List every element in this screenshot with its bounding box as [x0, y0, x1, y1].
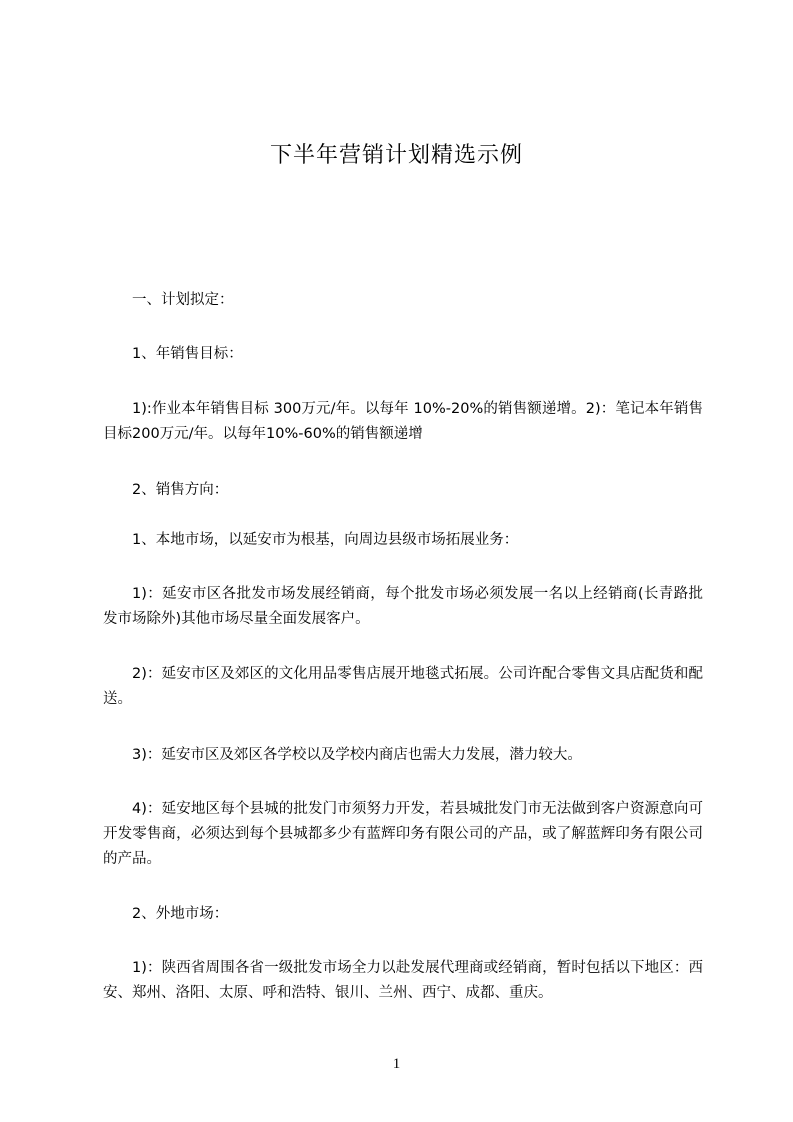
subheading-annual-sales-target: 1、年销售目标：	[132, 346, 243, 362]
subheading-sales-direction: 2、销售方向：	[132, 482, 229, 498]
document-title: 下半年营销计划精选示例	[269, 143, 523, 168]
paragraph-local-item-1: 1)：延安市区各批发市场发展经销商，每个批发市场必须发展一名以上经销商(长青路批发市场除外)其他市场尽量全面发展客户。	[103, 586, 703, 627]
page-number: 1	[392, 1056, 401, 1072]
paragraph-local-item-2: 2)：延安市区及郊区的文化用品零售店展开地毯式拓展。公司许配合零售文具店配货和配送。	[103, 666, 703, 707]
paragraph-local-item-3: 3)：延安市区及郊区各学校以及学校内商店也需大力发展，潜力较大。	[132, 747, 582, 763]
paragraph-local-item-4: 4)：延安地区每个县城的批发门市须努力开发，若县城批发门市无法做到客户资源意向可开发零售商，必须达到每个县城都多少有蓝辉印务有限公司的产品，或了解蓝辉印务有限公司的产品。	[103, 801, 703, 867]
subheading-external-market: 2、外地市场：	[132, 906, 229, 922]
paragraph-external-item-1: 1)：陕西省周围各省一级批发市场全力以赴发展代理商或经销商，暂时包括以下地区：西安、郑州、洛阳、太原、呼和浩特、银川、兰州、西宁、成都、重庆。	[103, 960, 703, 1001]
section-heading-plan: 一、计划拟定：	[132, 292, 234, 308]
paragraph-local-market: 1、本地市场，以延安市为根基，向周边县级市场拓展业务：	[132, 532, 519, 548]
paragraph-sales-targets: 1):作业本年销售目标 300万元/年。以每年 10%-20%的销售额递增。2)：笔记本年销售目标200万元/年。以每年10%-60%的销售额递增	[103, 401, 703, 442]
